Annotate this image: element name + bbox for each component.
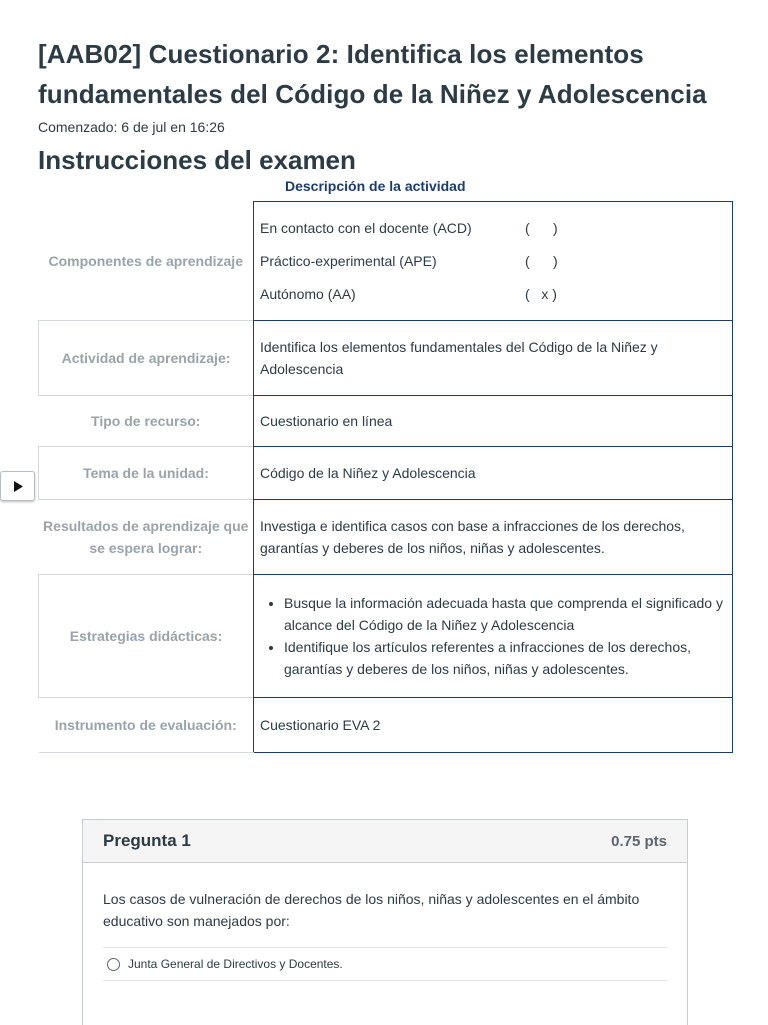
radio-button[interactable] bbox=[107, 958, 120, 971]
component-mark: ( ) bbox=[525, 253, 558, 269]
list-item: • Busque la información adecuada hasta que comprenda el significado y alcance del Código de la Niñez y Adolescencia bbox=[284, 592, 724, 636]
activity-label: Actividad de aprendizaje: bbox=[39, 321, 254, 396]
table-row bbox=[39, 447, 733, 500]
learning-results-value: Investiga e identifica casos con base a infracciones de los derechos, garantías y deberes de los niños, niñas y adolescentes. bbox=[254, 500, 733, 575]
components-cell bbox=[254, 202, 733, 321]
table-row bbox=[39, 321, 733, 396]
unit-topic-label: Tema de la unidad: bbox=[39, 447, 254, 500]
table-row bbox=[39, 575, 733, 698]
activity-table bbox=[38, 201, 733, 753]
component-item bbox=[260, 212, 724, 245]
strategies-value bbox=[254, 575, 733, 698]
question-text: Los casos de vulneración de derechos de los niños, niñas y adolescentes en el ámbito educativo son manejados por: bbox=[103, 891, 640, 929]
component-mark: ( ) bbox=[525, 220, 558, 236]
component-name: Autónomo (AA) bbox=[260, 286, 356, 302]
strategies-label: Estrategias didácticas: bbox=[39, 575, 254, 698]
question-header bbox=[83, 820, 687, 863]
resource-type-label: Tipo de recurso: bbox=[39, 396, 254, 447]
instructions-heading: Instrucciones del examen bbox=[38, 145, 356, 175]
table-row bbox=[39, 396, 733, 447]
quiz-page bbox=[38, 0, 733, 733]
component-name: Práctico-experimental (APE) bbox=[260, 253, 437, 269]
table-row bbox=[39, 698, 733, 753]
instrument-label: Instrumento de evaluación: bbox=[39, 698, 254, 753]
started-timestamp: Comenzado: 6 de jul en 16:26 bbox=[38, 119, 225, 135]
strategies-list bbox=[260, 592, 724, 680]
learning-results-label: Resultados de aprendizaje que se espera lograr: bbox=[39, 500, 254, 575]
play-icon bbox=[13, 481, 23, 492]
question-title: Pregunta 1 bbox=[103, 831, 191, 850]
component-mark: ( x ) bbox=[525, 286, 557, 302]
component-item bbox=[260, 245, 724, 278]
component-name: En contacto con el docente (ACD) bbox=[260, 220, 472, 236]
quiz-title: [AAB02] Cuestionario 2: Identifica los elementos fundamentales del Código de la Niñez y Adolescencia bbox=[38, 39, 707, 109]
resource-type-value: Cuestionario en línea bbox=[254, 396, 733, 447]
table-row bbox=[39, 500, 733, 575]
table-row bbox=[39, 202, 733, 321]
components-label: Componentes de aprendizaje bbox=[48, 252, 243, 269]
play-button[interactable] bbox=[0, 471, 35, 501]
unit-topic-value: Código de la Niñez y Adolescencia bbox=[254, 447, 733, 500]
instrument-value: Cuestionario EVA 2 bbox=[254, 698, 733, 753]
question-points: 0.75 pts bbox=[611, 832, 667, 850]
activity-value: Identifica los elementos fundamentales del Código de la Niñez y Adolescencia bbox=[254, 321, 733, 396]
answer-label: Junta General de Directivos y Docentes. bbox=[128, 957, 343, 971]
activity-description-header: Descripción de la actividad bbox=[285, 178, 466, 194]
question-card bbox=[82, 819, 688, 1025]
component-item bbox=[260, 278, 724, 311]
answer-option[interactable] bbox=[103, 947, 667, 981]
list-item: • Identifique los artículos referentes a infracciones de los derechos, garantías y deberes de los niños, niñas y adolescentes. bbox=[284, 636, 724, 680]
